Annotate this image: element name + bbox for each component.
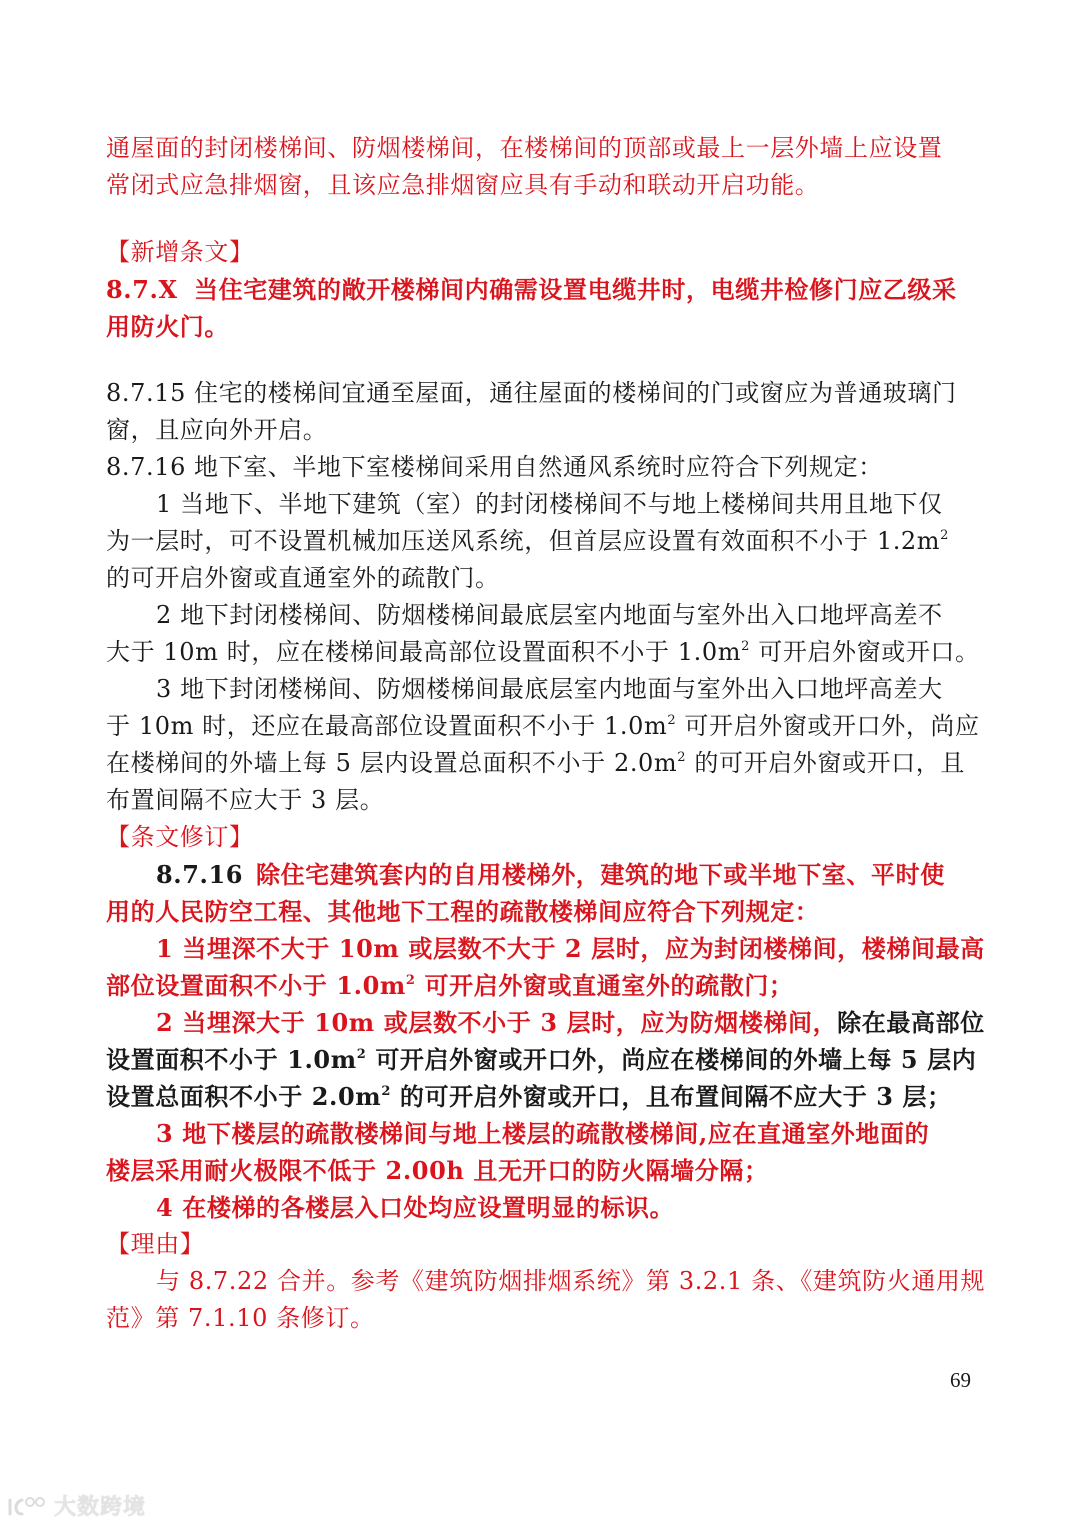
revision-item-1-line-2-post: 可开启外窗或直通室外的疏散门； — [415, 971, 794, 1000]
revision-item-4-line-1: 4 在楼梯的各楼层入口处均应设置明显的标识。 — [156, 1193, 675, 1222]
continuation-line-1: 通屋面的封闭楼梯间、防烟楼梯间，在楼梯间的顶部或最上一层外墙上应设置 — [106, 134, 943, 162]
clause-8-7-15-line-2: 窗，且应向外开启。 — [106, 416, 328, 444]
superscript: 2 — [667, 713, 677, 728]
page-number: 69 — [950, 1368, 971, 1392]
revision-item-1-line-2 — [106, 967, 974, 1004]
revision-item-3-line-1: 3 地下楼层的疏散楼梯间与地上楼层的疏散楼梯间,应在直通室外地面的 — [156, 1119, 930, 1148]
superscript: 2 — [405, 973, 416, 988]
revision-item-2-line-2-pre: 设置面积不小于 1.0m — [106, 1045, 357, 1074]
superscript: 2 — [940, 528, 950, 543]
old-item-1-line-3: 的可开启外窗或直通室外的疏散门。 — [106, 564, 500, 592]
watermark — [6, 1490, 146, 1521]
old-item-2-line-1: 2 地下封闭楼梯间、防烟楼梯间最底层室内地面与室外出入口地坪高差不 — [156, 601, 943, 629]
old-item-3-line-2 — [106, 708, 980, 745]
revision-item-3-line-2: 楼层采用耐火极限不低于 2.00h 且无开口的防火隔墙分隔； — [106, 1156, 769, 1185]
spacer — [106, 204, 974, 234]
old-item-3-line-4: 布置间隔不应大于 3 层。 — [106, 786, 385, 814]
revision-item-1-line-2-pre: 部位设置面积不小于 1.0m — [106, 971, 406, 1000]
clause-8-7-16-number: 8.7.16 — [106, 453, 186, 481]
revision-intro-line-1 — [106, 856, 974, 893]
revision-item-2-line-1 — [106, 1004, 985, 1041]
old-item-3-line-2-post: 可开启外窗或开口外，尚应 — [676, 712, 980, 740]
clause-8-7-16-intro — [106, 449, 974, 486]
watermark-text: 大数跨境 — [54, 1495, 147, 1520]
new-clause-text-1: 当住宅建筑的敞开楼梯间内确需设置电缆井时，电缆井检修门应乙级采 — [194, 275, 957, 304]
spacer — [106, 345, 974, 375]
document-page — [106, 130, 986, 1337]
superscript: 2 — [677, 750, 687, 765]
revision-header: 【条文修订】 — [106, 823, 254, 851]
clause-8-7-15-text-1: 住宅的楼梯间宜通至屋面，通往屋面的楼梯间的门或窗应为普通玻璃门 — [194, 379, 957, 407]
reason-line-1: 与 8.7.22 合并。参考《建筑防烟排烟系统》第 3.2.1 条、《建筑防火通用规 — [156, 1267, 986, 1295]
old-item-2-line-2-post: 可开启外窗或开口。 — [749, 638, 980, 666]
old-item-3-line-3-pre: 在楼梯间的外墙上每 5 层内设置总面积不小于 2.0m — [106, 749, 678, 777]
revision-item-2-line-3-pre: 设置总面积不小于 2.0m — [106, 1082, 382, 1111]
superscript: 2 — [741, 639, 750, 654]
revision-number: 8.7.16 — [156, 860, 244, 889]
revision-item-2-line-1-black: 除在最高部位 — [837, 1008, 985, 1037]
old-item-1-line-1: 1 当地下、半地下建筑（室）的封闭楼梯间不与地上楼梯间共用且地下仅 — [156, 490, 943, 518]
reason-line-2: 范》第 7.1.10 条修订。 — [106, 1304, 375, 1332]
superscript: 2 — [381, 1084, 391, 1099]
clause-8-7-16-intro-text: 地下室、半地下室楼梯间采用自然通风系统时应符合下列规定： — [194, 453, 883, 481]
old-item-1-line-2 — [106, 523, 974, 560]
old-item-3-line-1: 3 地下封闭楼梯间、防烟楼梯间最底层室内地面与室外出入口地坪高差大 — [156, 675, 943, 703]
old-item-3-line-3 — [106, 745, 974, 782]
revision-item-2-line-1-red: 2 当埋深大于 10m 或层数不小于 3 层时，应为防烟楼梯间， — [156, 1008, 838, 1037]
revision-intro-text-1: 除住宅建筑套内的自用楼梯外，建筑的地下或半地下室、平时使 — [256, 860, 945, 889]
clause-8-7-15-number: 8.7.15 — [106, 379, 186, 407]
revision-intro-line-2: 用的人民防空工程、其他地下工程的疏散楼梯间应符合下列规定： — [106, 897, 820, 926]
continuation-line-2: 常闭式应急排烟窗，且该应急排烟窗应具有手动和联动开启功能。 — [106, 171, 820, 199]
new-clause-line-1 — [106, 271, 974, 308]
new-clause-number: 8.7.X — [106, 275, 178, 304]
revision-item-1-line-1: 1 当埋深不大于 10m 或层数不大于 2 层时，应为封闭楼梯间，楼梯间最高 — [156, 934, 985, 963]
old-item-2-line-2-pre: 大于 10m 时，应在楼梯间最高部位设置面积不小于 1.0m — [106, 638, 742, 666]
old-item-3-line-2-pre: 于 10m 时，还应在最高部位设置面积不小于 1.0m — [106, 712, 668, 740]
new-clause-header: 【新增条文】 — [106, 238, 254, 266]
old-item-2-line-2 — [106, 634, 980, 671]
old-item-3-line-3-post: 的可开启外窗或开口，且 — [686, 749, 965, 777]
kol-logo-icon — [6, 1494, 48, 1518]
reason-header: 【理由】 — [106, 1230, 205, 1258]
revision-item-2-line-2-post: 可开启外窗或开口外，尚应在楼梯间的外墙上每 5 层内 — [366, 1045, 977, 1074]
revision-item-2-line-2 — [106, 1041, 977, 1078]
clause-8-7-15-line-1 — [106, 375, 974, 412]
new-clause-line-2: 用防火门。 — [106, 312, 229, 341]
old-item-1-line-2-text: 为一层时，可不设置机械加压送风系统，但首层应设置有效面积不小于 1.2m — [106, 527, 941, 555]
revision-item-2-line-3-post: 的可开启外窗或开口，且布置间隔不应大于 3 层； — [390, 1082, 952, 1111]
revision-item-2-line-3 — [106, 1078, 974, 1115]
superscript: 2 — [356, 1047, 367, 1062]
